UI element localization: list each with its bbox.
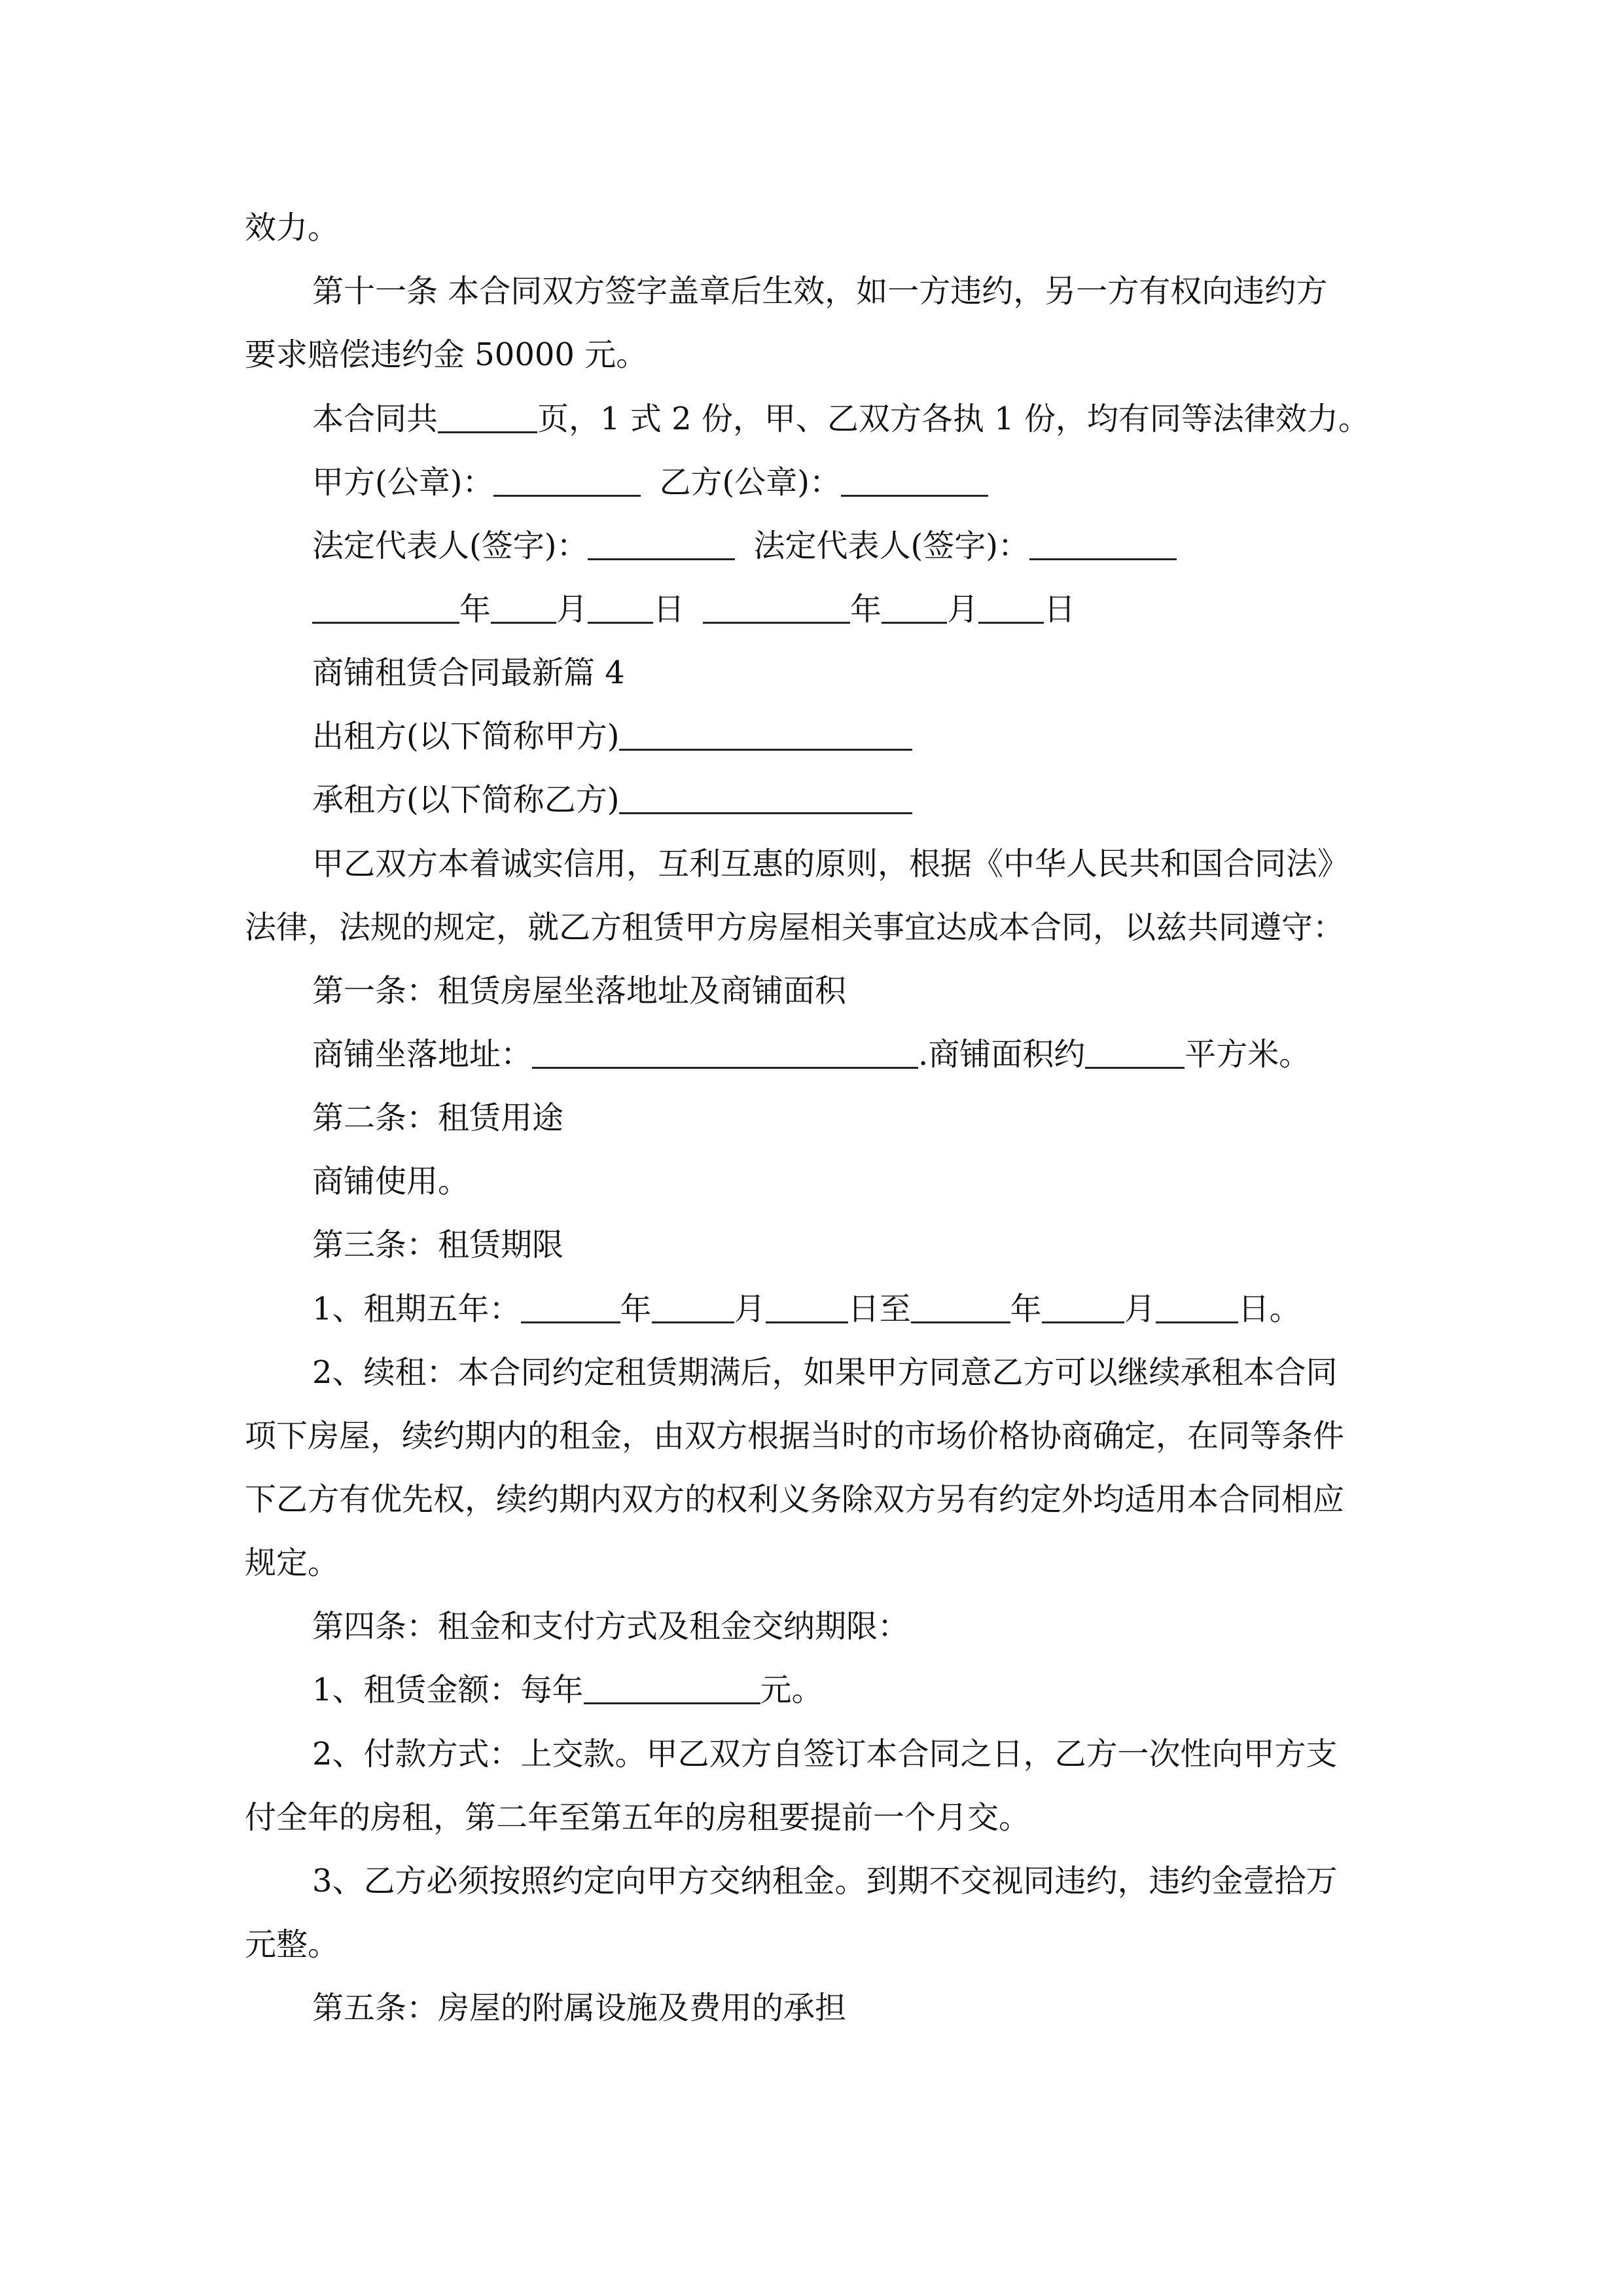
text-line: 法律，法规的规定，就乙方租赁甲方房屋相关事宜达成本合同，以兹共同遵守：: [245, 909, 1345, 946]
article-heading: 第一条：租赁房屋坐落地址及商铺面积: [312, 973, 847, 1009]
lessor-line: 出租方(以下简称甲方): [312, 717, 912, 756]
article-11-line: 第十一条 本合同双方签字盖章后生效，如一方违约，另一方有权向违约方: [312, 273, 1328, 310]
article-heading: 第五条：房屋的附属设施及费用的承担: [312, 1990, 847, 2026]
section-heading: 商铺租赁合同最新篇 4: [312, 655, 625, 691]
text-line: 3、乙方必须按照约定向甲方交纳租金。到期不交视同违约，违约金壹拾万: [312, 1863, 1338, 1899]
text-line: 2、续租：本合同约定租赁期满后，如果甲方同意乙方可以继续承租本合同: [312, 1354, 1338, 1391]
article-heading: 第二条：租赁用途: [312, 1100, 564, 1136]
text-line: 2、付款方式：上交款。甲乙双方自签订本合同之日，乙方一次性向甲方支: [312, 1736, 1338, 1772]
signature-line: 法定代表人(签字)： 法定代表人(签字)：: [312, 526, 1177, 565]
seal-line: 甲方(公章)： 乙方(公章)：: [312, 463, 988, 502]
text-line: 元整。: [245, 1926, 340, 1963]
article-heading: 第四条：租金和支付方式及租金交纳期限：: [312, 1608, 910, 1645]
lessee-line: 承租方(以下简称乙方): [312, 780, 912, 819]
article-heading: 第三条：租赁期限: [312, 1227, 564, 1263]
text-line: 效力。: [245, 209, 340, 246]
text-line: 要求赔偿违约金 50000 元。: [245, 336, 648, 373]
text-line: 项下房屋，续约期内的租金，由双方根据当时的市场价格协商确定，在同等条件: [245, 1418, 1345, 1454]
text-line: 规定。: [245, 1545, 340, 1581]
text-line: 甲乙双方本着诚实信用，互利互惠的原则，根据《中华人民共和国合同法》: [312, 846, 1349, 882]
text-line: 付全年的房租，第二年至第五年的房租要提前一个月交。: [245, 1799, 1031, 1836]
page-count-line: 本合同共 页，1 式 2 份，甲、乙双方各执 1 份，均有同等法律效力。: [312, 401, 1370, 437]
text-line: 商铺使用。: [312, 1163, 470, 1200]
address-line: 商铺坐落地址： .商铺面积约 平方米。: [312, 1036, 1311, 1073]
rent-amount-line: 1、租赁金额：每年 元。: [312, 1672, 823, 1708]
term-line: 1、租期五年： 年 月 日至 年 月 日。: [312, 1291, 1301, 1327]
text-line: 下乙方有优先权，续约期内双方的权利义务除双方另有约定外均适用本合同相应: [245, 1481, 1345, 1518]
date-line: 年 月 日 年 月 日: [312, 590, 1075, 629]
